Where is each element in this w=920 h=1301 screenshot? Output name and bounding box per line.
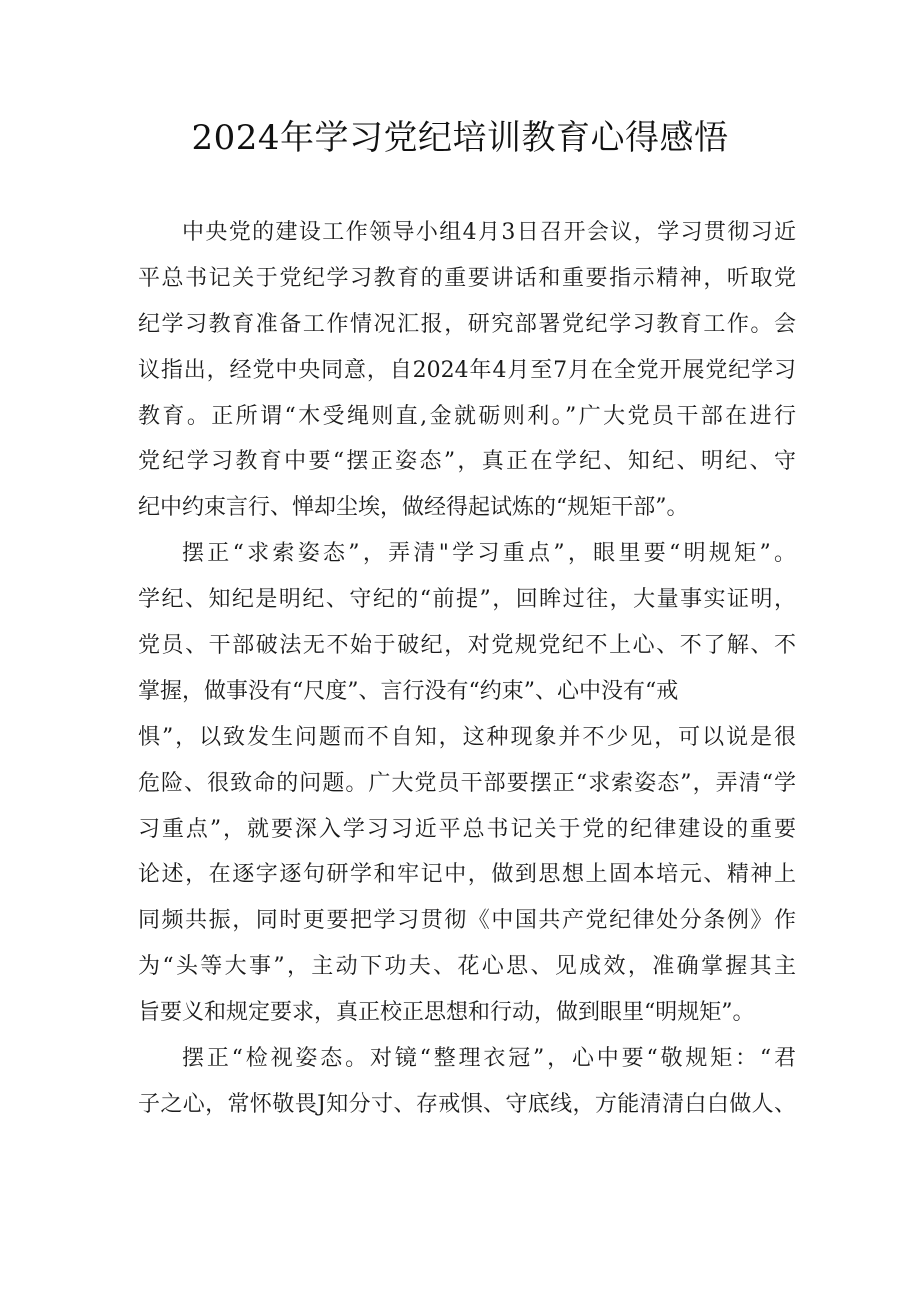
text-line: 摆正“求索姿态”，弄清"学习重点”，眼里要“明规矩”。	[182, 541, 796, 567]
text-line: 同频共振，同时更要把学习贯彻《中国共产党纪律处分条例》作	[138, 908, 796, 934]
text-line: 子之心，常怀敬畏J知分寸、存戒惧、守底线，方能清清白白做人、	[138, 1091, 796, 1117]
text-line: 党员、干部破法无不始于破纪，对党规党纪不上心、不了解、不	[138, 633, 796, 659]
text-line: 危险、很致命的问题。广大党员干部要摆正“求索姿态”，弄清“学	[138, 770, 796, 796]
text-line: 党纪学习教育中要“摆正姿态”，真正在学纪、知纪、明纪、守	[138, 449, 796, 475]
text-line: 平总书记关于党纪学习教育的重要讲话和重要指示精神，听取党	[138, 265, 796, 291]
text-line: 习重点”，就要深入学习习近平总书记关于党的纪律建设的重要	[138, 816, 796, 842]
text-line: 学纪、知纪是明纪、守纪的“前提”，回眸过往，大量事实证明，	[138, 587, 796, 613]
document-title: 2024年学习党纪培训教育心得感悟	[191, 118, 729, 158]
text-line: 论述，在逐字逐句研学和牢记中，做到思想上固本培元、精神上	[138, 862, 796, 888]
text-line: 中央党的建设工作领导小组4月3日召开会议，学习贯彻习近	[182, 220, 796, 245]
paragraph-3	[138, 1036, 796, 1128]
text-line: 为“头等大事”，主动下功夫、花心思、见成效，准确掌握其主	[138, 954, 796, 980]
document-body	[138, 210, 796, 1128]
text-line: 掌握，做事没有“尺度”、言行没有“约束”、心中没有“戒	[138, 678, 679, 704]
text-line: 纪学习教育准备工作情况汇报，研究部署党纪学习教育工作。会	[138, 311, 796, 337]
text-line: 摆正“检视姿态。对镜“整理衣冠”，心中要“敬规矩：“君	[182, 1046, 796, 1072]
text-line: 纪中约束言行、惮却尘埃，做经得起试炼的“规矩干部”。	[138, 495, 689, 521]
text-line: 惧”，以致发生问题而不自知，这种现象并不少见，可以说是很	[138, 724, 796, 750]
text-line: 旨要义和规定要求，真正校正思想和行动，做到眼里“明规矩”。	[138, 1000, 755, 1026]
paragraph-1	[138, 210, 796, 531]
text-line: 教育。正所谓“木受绳则直,金就砺则利。”广大党员干部在进行	[138, 403, 796, 429]
text-line: 议指出，经党中央同意，自2024年4月至7月在全党开展党纪学习	[138, 357, 796, 383]
paragraph-2	[138, 531, 796, 1036]
